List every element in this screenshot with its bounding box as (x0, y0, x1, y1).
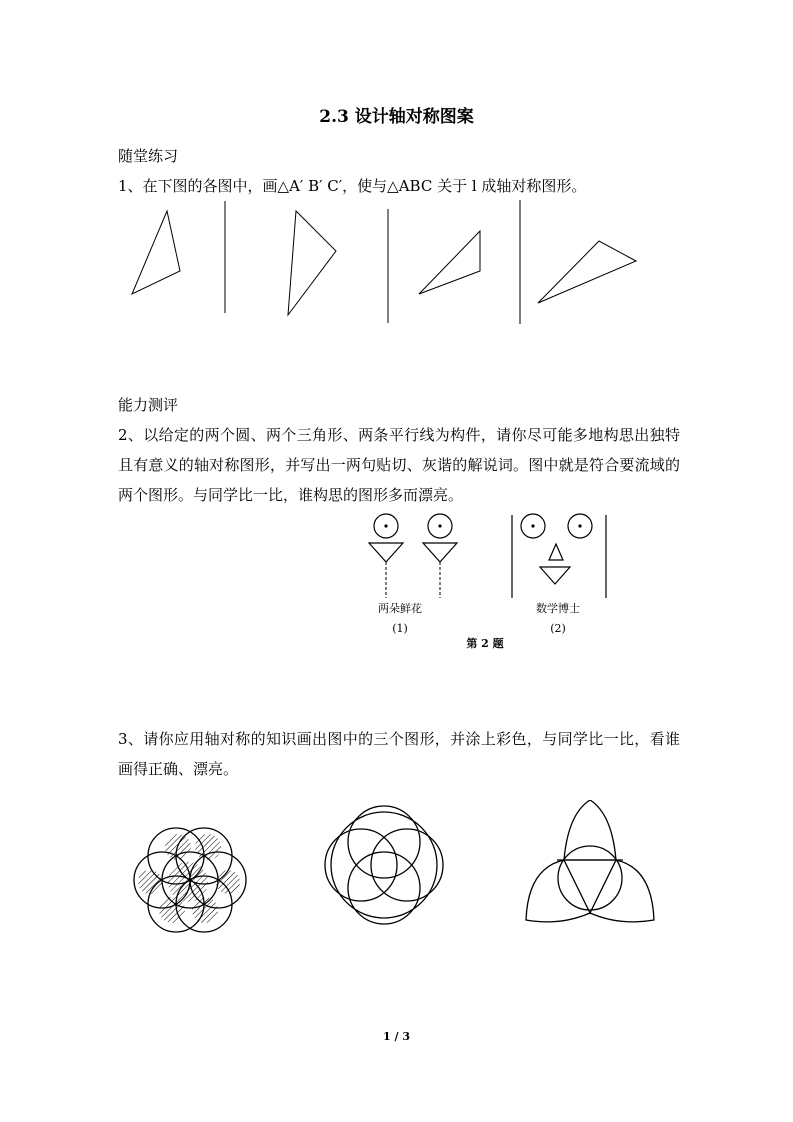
flower-petal-hatch-top-right (195, 834, 221, 860)
circles-center (331, 812, 437, 918)
question-2-text: 2、以给定的两个圆、两个三角形、两条平行线为构件，请你尽可能多地构思出独特且有意义的轴对称图形，并写出一两句贴切、灰谐的解说词。图中就是符合要流域的两个图形。与同学比一比，谁构思的图形多而漂亮。 (118, 426, 680, 504)
trefoil-inner-circle (558, 846, 622, 910)
page-number: 1 / 3 (383, 1030, 410, 1043)
triangle-1 (132, 211, 180, 294)
flower-petal-hatch-bottom-right (192, 897, 218, 923)
triangle-3 (419, 231, 480, 294)
q2-label-1: (1) (392, 622, 408, 635)
flower-2-dot (438, 524, 441, 527)
doctor-right-eye-dot (578, 524, 581, 527)
question-1-number: 1、 (118, 177, 143, 195)
q2-label-2: (2) (550, 622, 566, 635)
section-heading-ability: 能力测评 (118, 396, 179, 414)
doctor-left-eye-dot (531, 524, 534, 527)
five-circles-figure (325, 806, 443, 924)
q2-figure (360, 510, 610, 615)
doctor-mouth (540, 567, 570, 584)
q1-figure (120, 195, 650, 330)
section-heading-practice: 随堂练习 (118, 147, 179, 165)
circles-right (371, 829, 443, 901)
flower-1-dot (384, 524, 387, 527)
triangle-2 (288, 211, 336, 315)
q3-figures (120, 800, 665, 940)
trefoil-right-arc (590, 860, 654, 922)
q2-caption-2: 数学博士 (536, 602, 580, 615)
flower-2-triangle (423, 543, 457, 562)
question-1-text: 在下图的各图中，画△A′ B′ C′，使与△ABC 关于 l 成轴对称图形。 (142, 177, 587, 195)
trefoil-left-arc (526, 860, 590, 922)
flower-1-triangle (369, 543, 403, 562)
triangle-4 (538, 241, 636, 303)
trefoil-triangle-figure (526, 800, 654, 922)
question-1 (118, 176, 586, 196)
question-3-text: 3、请你应用轴对称的知识画出图中的三个图形，并涂上彩色，与同学比一比，看谁画得正确、漂亮。 (118, 730, 680, 778)
doctor-nose (549, 544, 563, 560)
page-title: 2.3 设计轴对称图案 (319, 107, 474, 127)
circles-top (348, 806, 420, 878)
q2-caption-1: 两朵鲜花 (378, 602, 422, 615)
flower-of-life-figure (134, 828, 246, 932)
q2-figure-title: 第 2 题 (466, 637, 504, 650)
circles-left (325, 829, 397, 901)
circles-bottom (348, 852, 420, 924)
